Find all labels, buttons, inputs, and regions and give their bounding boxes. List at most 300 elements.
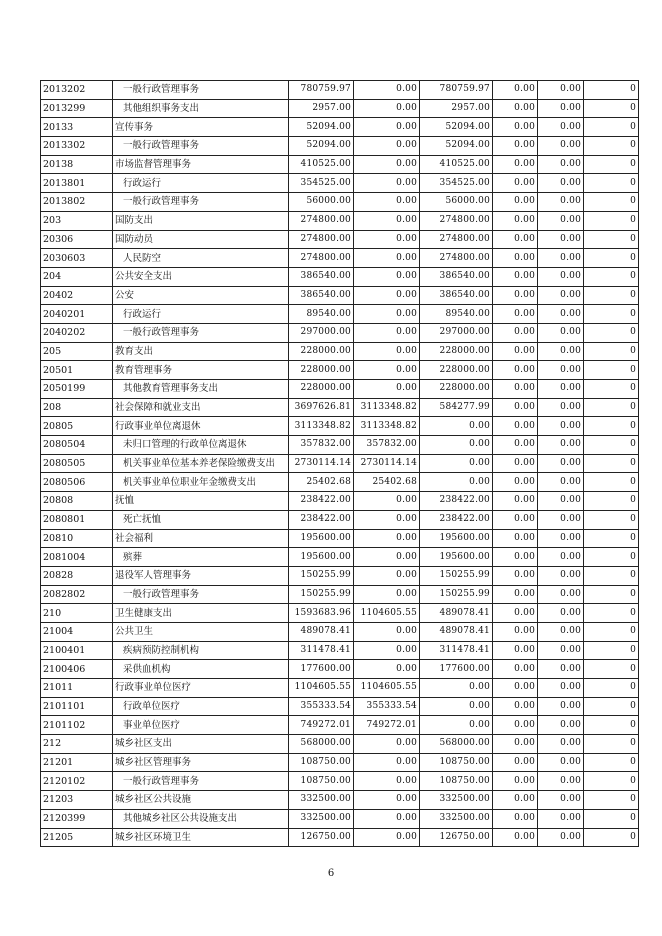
amount-cell: 0.00 — [493, 753, 538, 772]
amount-cell: 386540.00 — [420, 267, 493, 286]
amount-cell: 0.00 — [493, 398, 538, 417]
table-row — [41, 566, 639, 585]
table-row — [41, 417, 639, 436]
amount-cell: 0.00 — [354, 305, 420, 324]
amount-cell: 489078.41 — [420, 622, 493, 641]
amount-cell: 0.00 — [493, 641, 538, 660]
amount-cell: 126750.00 — [289, 828, 354, 847]
amount-cell: 195600.00 — [420, 529, 493, 548]
amount-cell: 1104605.55 — [354, 604, 420, 623]
amount-cell: 0 — [584, 361, 639, 380]
subject-code: 205 — [41, 342, 113, 361]
subject-name: 人民防空 — [113, 249, 289, 268]
amount-cell: 0.00 — [420, 679, 493, 698]
table-body — [41, 81, 639, 847]
amount-cell: 354525.00 — [289, 174, 354, 193]
subject-name: 殡葬 — [113, 548, 289, 567]
amount-cell: 297000.00 — [420, 323, 493, 342]
subject-code: 203 — [41, 211, 113, 230]
table-row — [41, 99, 639, 118]
amount-cell: 354525.00 — [420, 174, 493, 193]
table-row — [41, 585, 639, 604]
amount-cell: 52094.00 — [420, 137, 493, 156]
amount-cell: 0.00 — [493, 660, 538, 679]
amount-cell: 274800.00 — [289, 230, 354, 249]
amount-cell: 0.00 — [354, 585, 420, 604]
subject-name: 一般行政管理事务 — [113, 81, 289, 100]
amount-cell: 274800.00 — [420, 230, 493, 249]
subject-name: 城乡社区公共设施 — [113, 791, 289, 810]
amount-cell: 0.00 — [354, 174, 420, 193]
subject-name: 行政单位医疗 — [113, 697, 289, 716]
amount-cell: 2957.00 — [289, 99, 354, 118]
amount-cell: 357832.00 — [289, 436, 354, 455]
subject-code: 2013299 — [41, 99, 113, 118]
table-row — [41, 211, 639, 230]
amount-cell: 332500.00 — [289, 809, 354, 828]
amount-cell: 0.00 — [493, 342, 538, 361]
subject-name: 未归口管理的行政单位离退休 — [113, 436, 289, 455]
amount-cell: 332500.00 — [289, 791, 354, 810]
subject-code: 21011 — [41, 679, 113, 698]
subject-code: 2101101 — [41, 697, 113, 716]
amount-cell: 0.00 — [538, 735, 584, 754]
amount-cell: 0.00 — [538, 211, 584, 230]
subject-code: 2120399 — [41, 809, 113, 828]
table-row — [41, 361, 639, 380]
subject-code: 2080505 — [41, 454, 113, 473]
table-row — [41, 473, 639, 492]
amount-cell: 0.00 — [354, 361, 420, 380]
amount-cell: 0 — [584, 137, 639, 156]
subject-name: 社会保障和就业支出 — [113, 398, 289, 417]
subject-code: 20306 — [41, 230, 113, 249]
subject-name: 宣传事务 — [113, 118, 289, 137]
subject-name: 抚恤 — [113, 492, 289, 511]
subject-code: 20808 — [41, 492, 113, 511]
amount-cell: 108750.00 — [289, 772, 354, 791]
amount-cell: 0.00 — [493, 174, 538, 193]
amount-cell: 0 — [584, 566, 639, 585]
amount-cell: 56000.00 — [420, 193, 493, 212]
amount-cell: 568000.00 — [289, 735, 354, 754]
subject-code: 204 — [41, 267, 113, 286]
subject-code: 2101102 — [41, 716, 113, 735]
amount-cell: 0.00 — [538, 641, 584, 660]
amount-cell: 0.00 — [493, 510, 538, 529]
page-number: 6 — [327, 868, 335, 879]
amount-cell: 386540.00 — [420, 286, 493, 305]
amount-cell: 0.00 — [493, 361, 538, 380]
amount-cell: 0.00 — [354, 510, 420, 529]
amount-cell: 0.00 — [420, 436, 493, 455]
amount-cell: 274800.00 — [289, 211, 354, 230]
amount-cell: 150255.99 — [289, 585, 354, 604]
subject-name: 城乡社区管理事务 — [113, 753, 289, 772]
amount-cell: 52094.00 — [289, 137, 354, 156]
amount-cell: 0.00 — [493, 604, 538, 623]
amount-cell: 0.00 — [493, 585, 538, 604]
amount-cell: 108750.00 — [420, 772, 493, 791]
subject-name: 行政运行 — [113, 174, 289, 193]
table-row — [41, 529, 639, 548]
amount-cell: 0.00 — [354, 81, 420, 100]
amount-cell: 0 — [584, 753, 639, 772]
subject-code: 2081004 — [41, 548, 113, 567]
amount-cell: 0.00 — [538, 660, 584, 679]
amount-cell: 0.00 — [420, 697, 493, 716]
amount-cell: 0.00 — [538, 417, 584, 436]
amount-cell: 0 — [584, 622, 639, 641]
table-row — [41, 604, 639, 623]
subject-name: 死亡抚恤 — [113, 510, 289, 529]
amount-cell: 0 — [584, 828, 639, 847]
table-row — [41, 230, 639, 249]
subject-name: 教育管理事务 — [113, 361, 289, 380]
table-row — [41, 398, 639, 417]
amount-cell: 0.00 — [493, 809, 538, 828]
subject-name: 城乡社区支出 — [113, 735, 289, 754]
subject-code: 2082802 — [41, 585, 113, 604]
amount-cell: 0 — [584, 473, 639, 492]
amount-cell: 3697626.81 — [289, 398, 354, 417]
subject-code: 21203 — [41, 791, 113, 810]
table-row — [41, 174, 639, 193]
amount-cell: 0 — [584, 436, 639, 455]
amount-cell: 0 — [584, 679, 639, 698]
amount-cell: 749272.01 — [289, 716, 354, 735]
amount-cell: 0.00 — [493, 81, 538, 100]
amount-cell: 0.00 — [538, 679, 584, 698]
amount-cell: 0 — [584, 660, 639, 679]
amount-cell: 0 — [584, 81, 639, 100]
amount-cell: 0.00 — [493, 211, 538, 230]
subject-code: 210 — [41, 604, 113, 623]
amount-cell: 0 — [584, 454, 639, 473]
amount-cell: 0.00 — [538, 604, 584, 623]
table-row — [41, 492, 639, 511]
subject-code: 21201 — [41, 753, 113, 772]
amount-cell: 0.00 — [354, 267, 420, 286]
subject-code: 212 — [41, 735, 113, 754]
amount-cell: 274800.00 — [420, 249, 493, 268]
subject-code: 21004 — [41, 622, 113, 641]
amount-cell: 0.00 — [354, 828, 420, 847]
amount-cell: 89540.00 — [289, 305, 354, 324]
table-row — [41, 548, 639, 567]
amount-cell: 0.00 — [538, 791, 584, 810]
subject-name: 一般行政管理事务 — [113, 323, 289, 342]
subject-name: 一般行政管理事务 — [113, 193, 289, 212]
amount-cell: 0.00 — [538, 174, 584, 193]
amount-cell: 3113348.82 — [289, 417, 354, 436]
amount-cell: 0.00 — [538, 81, 584, 100]
amount-cell: 0.00 — [354, 380, 420, 399]
table-row — [41, 828, 639, 847]
amount-cell: 0.00 — [493, 735, 538, 754]
amount-cell: 0 — [584, 267, 639, 286]
amount-cell: 0.00 — [538, 249, 584, 268]
amount-cell: 0.00 — [538, 380, 584, 399]
table-row — [41, 454, 639, 473]
subject-name: 公共安全支出 — [113, 267, 289, 286]
amount-cell: 0 — [584, 735, 639, 754]
amount-cell: 0.00 — [493, 193, 538, 212]
table-row — [41, 342, 639, 361]
amount-cell: 0 — [584, 417, 639, 436]
amount-cell: 386540.00 — [289, 267, 354, 286]
amount-cell: 0.00 — [538, 809, 584, 828]
table-row — [41, 249, 639, 268]
amount-cell: 0.00 — [538, 772, 584, 791]
amount-cell: 3113348.82 — [354, 398, 420, 417]
amount-cell: 0 — [584, 249, 639, 268]
amount-cell: 0.00 — [493, 473, 538, 492]
amount-cell: 0.00 — [538, 99, 584, 118]
amount-cell: 311478.41 — [289, 641, 354, 660]
amount-cell: 410525.00 — [289, 155, 354, 174]
amount-cell: 274800.00 — [289, 249, 354, 268]
table-row — [41, 118, 639, 137]
amount-cell: 355333.54 — [289, 697, 354, 716]
amount-cell: 386540.00 — [289, 286, 354, 305]
amount-cell: 0.00 — [493, 323, 538, 342]
amount-cell: 0.00 — [538, 342, 584, 361]
amount-cell: 89540.00 — [420, 305, 493, 324]
amount-cell: 0.00 — [493, 566, 538, 585]
amount-cell: 0.00 — [354, 193, 420, 212]
subject-code: 20828 — [41, 566, 113, 585]
amount-cell: 311478.41 — [420, 641, 493, 660]
table-row — [41, 305, 639, 324]
amount-cell: 238422.00 — [289, 492, 354, 511]
amount-cell: 0.00 — [538, 697, 584, 716]
amount-cell: 228000.00 — [289, 342, 354, 361]
amount-cell: 177600.00 — [289, 660, 354, 679]
amount-cell: 0.00 — [538, 436, 584, 455]
amount-cell: 0 — [584, 155, 639, 174]
amount-cell: 0.00 — [538, 753, 584, 772]
amount-cell: 3113348.82 — [354, 417, 420, 436]
amount-cell: 0 — [584, 548, 639, 567]
amount-cell: 0.00 — [354, 249, 420, 268]
amount-cell: 0.00 — [354, 211, 420, 230]
table-row — [41, 809, 639, 828]
amount-cell: 0.00 — [538, 529, 584, 548]
amount-cell: 0.00 — [493, 454, 538, 473]
subject-code: 2100401 — [41, 641, 113, 660]
amount-cell: 297000.00 — [289, 323, 354, 342]
amount-cell: 0.00 — [493, 99, 538, 118]
subject-code: 2040202 — [41, 323, 113, 342]
amount-cell: 108750.00 — [420, 753, 493, 772]
subject-name: 社会福利 — [113, 529, 289, 548]
subject-name: 公共卫生 — [113, 622, 289, 641]
amount-cell: 0.00 — [493, 380, 538, 399]
amount-cell: 0.00 — [493, 716, 538, 735]
amount-cell: 177600.00 — [420, 660, 493, 679]
amount-cell: 0.00 — [538, 510, 584, 529]
amount-cell: 228000.00 — [420, 380, 493, 399]
table-row — [41, 323, 639, 342]
amount-cell: 0.00 — [493, 249, 538, 268]
amount-cell: 0.00 — [420, 473, 493, 492]
subject-code: 20402 — [41, 286, 113, 305]
amount-cell: 0.00 — [493, 286, 538, 305]
subject-name: 行政事业单位离退休 — [113, 417, 289, 436]
amount-cell: 0.00 — [493, 155, 538, 174]
amount-cell: 0.00 — [493, 679, 538, 698]
amount-cell: 0.00 — [493, 137, 538, 156]
amount-cell: 0 — [584, 99, 639, 118]
subject-code: 2013801 — [41, 174, 113, 193]
amount-cell: 195600.00 — [289, 529, 354, 548]
table-row — [41, 791, 639, 810]
amount-cell: 228000.00 — [289, 380, 354, 399]
subject-name: 其他组织事务支出 — [113, 99, 289, 118]
amount-cell: 780759.97 — [289, 81, 354, 100]
subject-code: 2050199 — [41, 380, 113, 399]
amount-cell: 0.00 — [538, 585, 584, 604]
amount-cell: 0 — [584, 585, 639, 604]
table-row — [41, 772, 639, 791]
amount-cell: 357832.00 — [354, 436, 420, 455]
subject-code: 2013302 — [41, 137, 113, 156]
amount-cell: 0.00 — [354, 735, 420, 754]
subject-code: 2080504 — [41, 436, 113, 455]
subject-name: 行政运行 — [113, 305, 289, 324]
amount-cell: 2957.00 — [420, 99, 493, 118]
amount-cell: 1104605.55 — [289, 679, 354, 698]
budget-table — [40, 80, 639, 847]
subject-name: 公安 — [113, 286, 289, 305]
amount-cell: 2730114.14 — [289, 454, 354, 473]
amount-cell: 489078.41 — [289, 622, 354, 641]
amount-cell: 0.00 — [493, 267, 538, 286]
amount-cell: 780759.97 — [420, 81, 493, 100]
subject-code: 21205 — [41, 828, 113, 847]
table-row — [41, 622, 639, 641]
subject-code: 20501 — [41, 361, 113, 380]
subject-code: 2013202 — [41, 81, 113, 100]
table-row — [41, 286, 639, 305]
amount-cell: 0 — [584, 510, 639, 529]
amount-cell: 150255.99 — [289, 566, 354, 585]
amount-cell: 0.00 — [420, 454, 493, 473]
table-row — [41, 753, 639, 772]
subject-code: 20138 — [41, 155, 113, 174]
amount-cell: 0.00 — [354, 622, 420, 641]
subject-name: 行政事业单位医疗 — [113, 679, 289, 698]
table-row — [41, 735, 639, 754]
table-row — [41, 155, 639, 174]
amount-cell: 150255.99 — [420, 585, 493, 604]
amount-cell: 52094.00 — [289, 118, 354, 137]
amount-cell: 0.00 — [354, 809, 420, 828]
table-row — [41, 436, 639, 455]
amount-cell: 0.00 — [354, 137, 420, 156]
amount-cell: 568000.00 — [420, 735, 493, 754]
table-row — [41, 137, 639, 156]
subject-name: 教育支出 — [113, 342, 289, 361]
table-row — [41, 380, 639, 399]
amount-cell: 355333.54 — [354, 697, 420, 716]
table-row — [41, 716, 639, 735]
subject-name: 一般行政管理事务 — [113, 772, 289, 791]
amount-cell: 0.00 — [354, 323, 420, 342]
amount-cell: 0.00 — [354, 566, 420, 585]
amount-cell: 0.00 — [354, 753, 420, 772]
amount-cell: 0.00 — [538, 398, 584, 417]
amount-cell: 52094.00 — [420, 118, 493, 137]
amount-cell: 238422.00 — [420, 510, 493, 529]
amount-cell: 0 — [584, 380, 639, 399]
amount-cell: 274800.00 — [420, 211, 493, 230]
subject-name: 市场监督管理事务 — [113, 155, 289, 174]
amount-cell: 0.00 — [538, 267, 584, 286]
amount-cell: 489078.41 — [420, 604, 493, 623]
amount-cell: 0 — [584, 211, 639, 230]
subject-name: 国防支出 — [113, 211, 289, 230]
amount-cell: 0.00 — [538, 828, 584, 847]
subject-name: 一般行政管理事务 — [113, 585, 289, 604]
table-row — [41, 679, 639, 698]
amount-cell: 0.00 — [420, 417, 493, 436]
amount-cell: 410525.00 — [420, 155, 493, 174]
amount-cell: 332500.00 — [420, 809, 493, 828]
amount-cell: 0.00 — [493, 436, 538, 455]
subject-code: 2120102 — [41, 772, 113, 791]
amount-cell: 0.00 — [354, 99, 420, 118]
amount-cell: 0.00 — [493, 305, 538, 324]
amount-cell: 0.00 — [493, 529, 538, 548]
amount-cell: 332500.00 — [420, 791, 493, 810]
amount-cell: 0.00 — [538, 492, 584, 511]
amount-cell: 0.00 — [538, 286, 584, 305]
subject-code: 20810 — [41, 529, 113, 548]
amount-cell: 0 — [584, 529, 639, 548]
amount-cell: 0 — [584, 118, 639, 137]
amount-cell: 0.00 — [354, 118, 420, 137]
amount-cell: 0.00 — [493, 772, 538, 791]
amount-cell: 0.00 — [538, 118, 584, 137]
amount-cell: 0.00 — [538, 230, 584, 249]
amount-cell: 0.00 — [493, 791, 538, 810]
amount-cell: 0.00 — [354, 529, 420, 548]
subject-name: 城乡社区环境卫生 — [113, 828, 289, 847]
amount-cell: 0.00 — [493, 697, 538, 716]
amount-cell: 0 — [584, 230, 639, 249]
amount-cell: 0.00 — [538, 137, 584, 156]
table-row — [41, 660, 639, 679]
amount-cell: 0 — [584, 305, 639, 324]
amount-cell: 126750.00 — [420, 828, 493, 847]
amount-cell: 0 — [584, 809, 639, 828]
amount-cell: 0.00 — [493, 417, 538, 436]
amount-cell: 0.00 — [354, 230, 420, 249]
amount-cell: 2730114.14 — [354, 454, 420, 473]
subject-name: 采供血机构 — [113, 660, 289, 679]
subject-code: 2030603 — [41, 249, 113, 268]
amount-cell: 25402.68 — [289, 473, 354, 492]
amount-cell: 0.00 — [538, 155, 584, 174]
amount-cell: 0.00 — [493, 548, 538, 567]
amount-cell: 150255.99 — [420, 566, 493, 585]
amount-cell: 0 — [584, 492, 639, 511]
amount-cell: 0 — [584, 716, 639, 735]
subject-name: 疾病预防控制机构 — [113, 641, 289, 660]
subject-code: 2080506 — [41, 473, 113, 492]
